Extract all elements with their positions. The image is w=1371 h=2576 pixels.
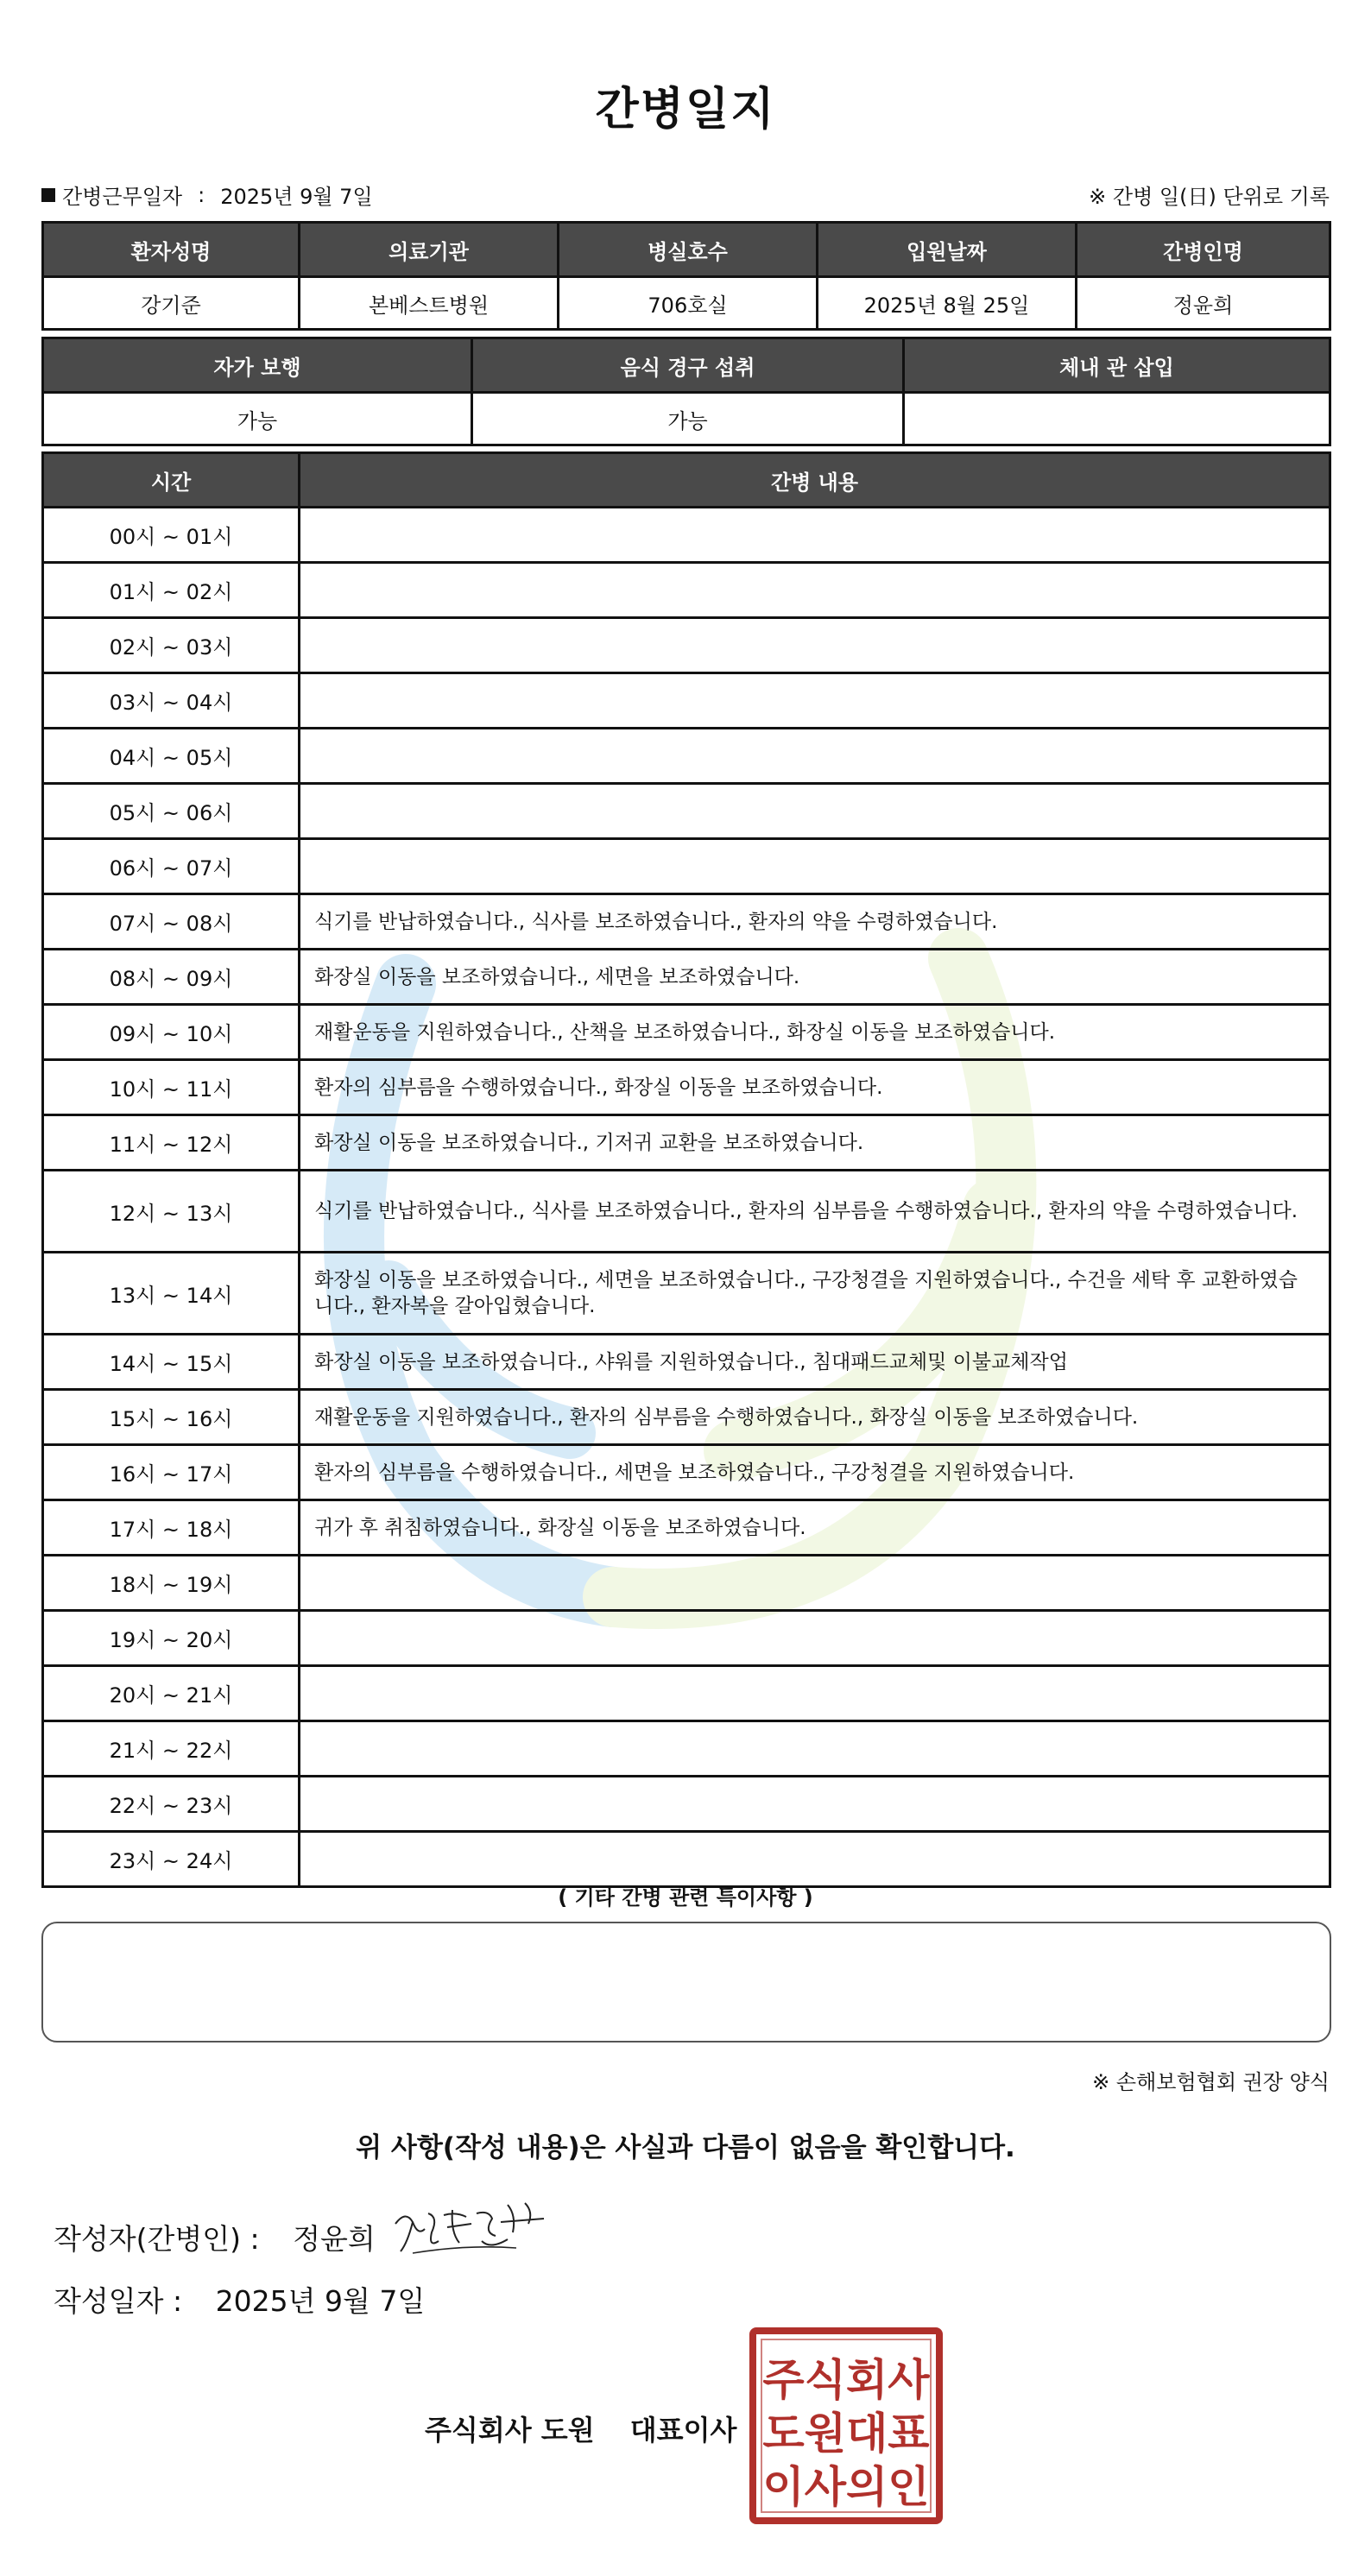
page-title: 간병일지 (595, 84, 776, 136)
svg-text:이사의인: 이사의인 (762, 2462, 930, 2512)
log-row (41, 1667, 1331, 1722)
log-content: 화장실 이동을 보조하였습니다., 세면을 보조하였습니다. (300, 950, 1331, 1006)
work-date-value: 2025년 9월 7일 (220, 185, 373, 209)
log-time: 18시 ~ 19시 (41, 1556, 300, 1612)
admission-date: 2025년 8월 25일 (818, 278, 1077, 331)
log-content: 환자의 심부름을 수행하였습니다., 화장실 이동을 보조하였습니다. (300, 1061, 1331, 1116)
log-content: 화장실 이동을 보조하였습니다., 세면을 보조하였습니다., 구강청결을 지원하였습니다., 수건을 세탁 후 교환하였습니다., 환자복을 갈아입혔습니다. (300, 1253, 1331, 1335)
writer-name: 정윤희 (293, 2222, 376, 2256)
written-date: 2025년 9월 7일 (215, 2284, 426, 2318)
log-content (300, 785, 1331, 840)
log-row (41, 1006, 1331, 1061)
log-time: 21시 ~ 22시 (41, 1722, 300, 1777)
log-content (300, 1612, 1331, 1667)
handwritten-signature (387, 2198, 559, 2267)
work-date-separator: : (198, 182, 205, 207)
log-content (300, 619, 1331, 674)
company-name: 주식회사 도원 (425, 2414, 595, 2447)
log-row (41, 1391, 1331, 1446)
log-time: 23시 ~ 24시 (41, 1833, 300, 1888)
log-content (300, 840, 1331, 895)
hospital-name: 본베스트병원 (300, 278, 559, 331)
company-line (425, 2409, 736, 2448)
patient-name: 강기준 (41, 278, 300, 331)
log-time: 02시 ~ 03시 (41, 619, 300, 674)
special-notes-box (41, 1922, 1331, 2042)
log-content (300, 729, 1331, 785)
log-row (41, 1253, 1331, 1335)
log-time: 00시 ~ 01시 (41, 508, 300, 564)
log-content: 화장실 이동을 보조하였습니다., 기저귀 교환을 보조하였습니다. (300, 1116, 1331, 1171)
log-time: 22시 ~ 23시 (41, 1777, 300, 1833)
header-walking: 자가 보행 (41, 337, 473, 394)
log-time: 09시 ~ 10시 (41, 1006, 300, 1061)
daily-record-note: ※ 간병 일(日) 단위로 기록 (1089, 185, 1330, 209)
confirmation-statement: 위 사항(작성 내용)은 사실과 다름이 없음을 확인합니다. (356, 2132, 1015, 2163)
walking-status: 가능 (41, 394, 473, 446)
log-time: 05시 ~ 06시 (41, 785, 300, 840)
writer-line (54, 2217, 376, 2257)
log-time: 13시 ~ 14시 (41, 1253, 300, 1335)
log-row (41, 508, 1331, 564)
log-time: 01시 ~ 02시 (41, 564, 300, 619)
log-row (41, 1777, 1331, 1833)
log-content (300, 1667, 1331, 1722)
log-time: 20시 ~ 21시 (41, 1667, 300, 1722)
log-row (41, 1335, 1331, 1391)
written-date-line (54, 2279, 425, 2320)
log-content (300, 1556, 1331, 1612)
log-time: 04시 ~ 05시 (41, 729, 300, 785)
log-row (41, 619, 1331, 674)
log-row (41, 1612, 1331, 1667)
log-time: 17시 ~ 18시 (41, 1501, 300, 1556)
header-patient-name: 환자성명 (41, 221, 300, 278)
log-time: 03시 ~ 04시 (41, 674, 300, 729)
patient-info-table (41, 221, 1331, 331)
log-row (41, 674, 1331, 729)
log-row (41, 950, 1331, 1006)
header-tube-insertion: 체내 관 삽입 (905, 337, 1331, 394)
log-row (41, 1501, 1331, 1556)
log-row (41, 729, 1331, 785)
caregiver-name: 정윤희 (1077, 278, 1331, 331)
log-row (41, 895, 1331, 950)
header-caregiver: 간병인명 (1077, 221, 1331, 278)
log-row (41, 840, 1331, 895)
log-row (41, 1171, 1331, 1253)
header-room: 병실호수 (559, 221, 818, 278)
log-content: 재활운동을 지원하였습니다., 산책을 보조하였습니다., 화장실 이동을 보조하였습니다. (300, 1006, 1331, 1061)
special-notes-title: ( 기타 간병 관련 특이사항 ) (558, 1885, 813, 1910)
log-time: 08시 ~ 09시 (41, 950, 300, 1006)
log-row (41, 1722, 1331, 1777)
work-date-label: 간병근무일자 (62, 185, 183, 209)
writer-label: 작성자(간병인) : (54, 2222, 260, 2256)
log-content: 환자의 심부름을 수행하였습니다., 세면을 보조하였습니다., 구강청결을 지원하였습니다. (300, 1446, 1331, 1501)
log-row (41, 785, 1331, 840)
log-content (300, 1722, 1331, 1777)
log-row (41, 1061, 1331, 1116)
log-time: 12시 ~ 13시 (41, 1171, 300, 1253)
written-date-label: 작성일자 : (54, 2284, 183, 2318)
bullet-square-icon (41, 188, 55, 202)
header-care-content: 간병 내용 (300, 451, 1331, 508)
log-time: 15시 ~ 16시 (41, 1391, 300, 1446)
header-oral-intake: 음식 경구 섭취 (473, 337, 905, 394)
tube-insertion-status (905, 394, 1331, 446)
log-time: 19시 ~ 20시 (41, 1612, 300, 1667)
header-time: 시간 (41, 451, 300, 508)
ceo-title: 대표이사 (629, 2414, 737, 2447)
log-content (300, 674, 1331, 729)
log-row (41, 1556, 1331, 1612)
log-content: 화장실 이동을 보조하였습니다., 샤워를 지원하였습니다., 침대패드교체및 이불교체작업 (300, 1335, 1331, 1391)
care-log-table (41, 451, 1331, 1888)
log-content: 식기를 반납하였습니다., 식사를 보조하였습니다., 환자의 약을 수령하였습니다. (300, 895, 1331, 950)
log-time: 11시 ~ 12시 (41, 1116, 300, 1171)
log-content (300, 564, 1331, 619)
company-seal-stamp (749, 2327, 943, 2524)
work-date (41, 180, 373, 210)
log-content: 식기를 반납하였습니다., 식사를 보조하였습니다., 환자의 심부름을 수행하였습니다., 환자의 약을 수령하였습니다. (300, 1171, 1331, 1253)
header-hospital: 의료기관 (300, 221, 559, 278)
log-time: 10시 ~ 11시 (41, 1061, 300, 1116)
svg-text:도원대표: 도원대표 (762, 2409, 930, 2459)
log-row (41, 564, 1331, 619)
log-time: 06시 ~ 07시 (41, 840, 300, 895)
patient-status-table (41, 337, 1331, 446)
log-time: 16시 ~ 17시 (41, 1446, 300, 1501)
log-content: 귀가 후 취침하였습니다., 화장실 이동을 보조하였습니다. (300, 1501, 1331, 1556)
oral-intake-status: 가능 (473, 394, 905, 446)
log-time: 07시 ~ 08시 (41, 895, 300, 950)
svg-text:주식회사: 주식회사 (762, 2355, 930, 2405)
log-row (41, 1116, 1331, 1171)
log-content (300, 1777, 1331, 1833)
log-row (41, 1446, 1331, 1501)
log-time: 14시 ~ 15시 (41, 1335, 300, 1391)
header-admission-date: 입원날짜 (818, 221, 1077, 278)
insurer-recommended-note: ※ 손해보험협회 권장 양식 (1092, 2070, 1330, 2094)
log-content (300, 508, 1331, 564)
room-number: 706호실 (559, 278, 818, 331)
log-content: 재활운동을 지원하였습니다., 환자의 심부름을 수행하였습니다., 화장실 이동을 보조하였습니다. (300, 1391, 1331, 1446)
